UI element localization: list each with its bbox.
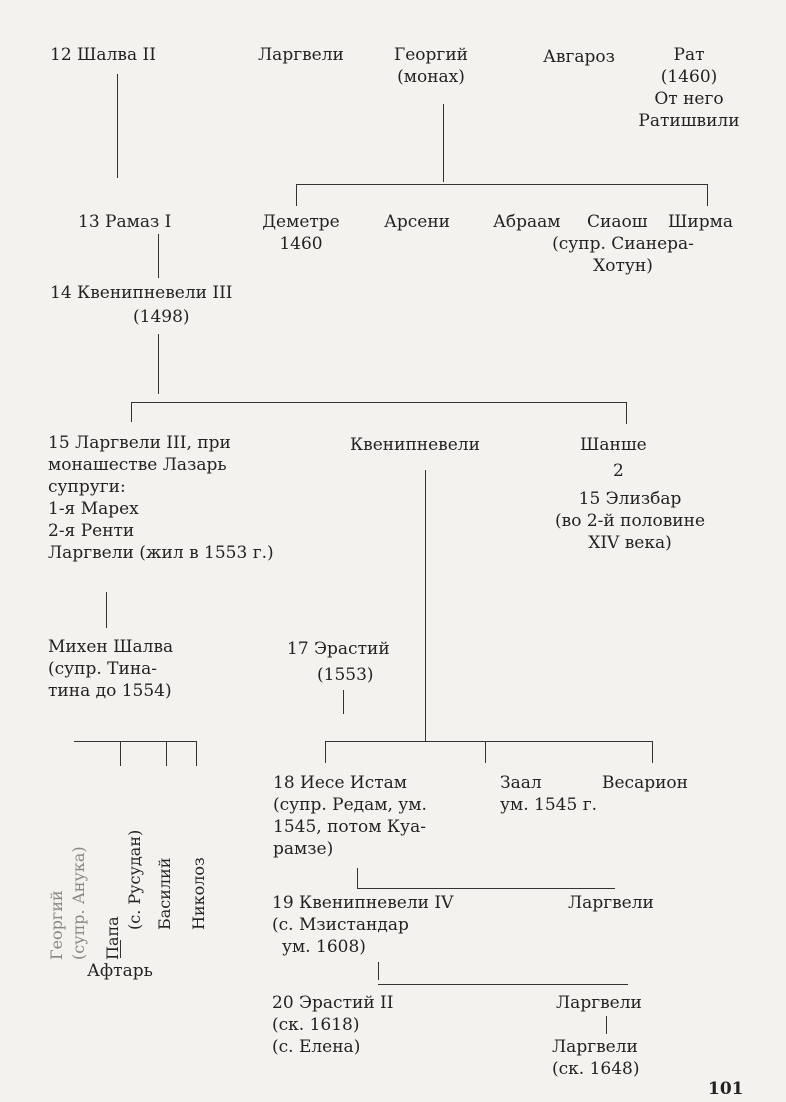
person-demetre: Деметре 1460 bbox=[262, 212, 340, 254]
kvenipneveli-iii-year: (1498) bbox=[133, 307, 190, 327]
person-mikhen-shalva: Михен Шалва (супр. Тина- тина до 1554) bbox=[48, 637, 174, 701]
line-kvenip-gen18 bbox=[425, 470, 426, 742]
person-giorgi-child: Георгий bbox=[47, 890, 66, 960]
person-elizbar: 15 Элизбар (во 2-й половине XIV века) bbox=[554, 489, 706, 553]
line-iese-down bbox=[357, 868, 358, 888]
line-children-horizontal bbox=[74, 741, 196, 742]
line-kvenip-down bbox=[158, 334, 159, 394]
line-gen18-horizontal bbox=[325, 741, 653, 742]
giorgi-child-spouse: (супр. Анука) bbox=[69, 846, 88, 960]
person-rat: Рат (1460) От него Ратишвили bbox=[638, 45, 740, 131]
papa-spouse: (с. Русудан) bbox=[125, 829, 144, 930]
line-ramaz-kvenip bbox=[158, 234, 159, 278]
line-giorgi-down bbox=[443, 104, 444, 182]
line-gen15-horizontal bbox=[131, 402, 627, 403]
person-largveli-gen12: Ларгвели bbox=[258, 45, 344, 65]
person-avgaroz: Авгароз bbox=[543, 47, 615, 67]
person-kvenipneveli-gen15: Квенипневели bbox=[350, 435, 480, 455]
person-abraam: Абраам bbox=[493, 212, 561, 232]
line-to-basili bbox=[166, 741, 167, 766]
person-basili: Басилий bbox=[155, 857, 174, 930]
person-siaosh: Сиаош bbox=[587, 212, 648, 232]
line-to-nikoloz bbox=[196, 741, 197, 766]
person-aftar: Афтарь bbox=[87, 961, 153, 981]
person-kvenipneveli-iv: 19 Квенипневели IV (с. Мзистандар ум. 1608) bbox=[272, 893, 454, 957]
line-gen13-horizontal bbox=[296, 184, 708, 185]
person-erastiy: 17 Эрастий bbox=[287, 639, 390, 659]
line-to-largveli-iii bbox=[131, 402, 132, 422]
line-gen19-horizontal bbox=[357, 888, 615, 889]
person-shalva-ii: 12 Шалва II bbox=[50, 45, 156, 65]
person-kvenipneveli-iii: 14 Квенипневели III bbox=[50, 283, 233, 303]
line-kvenip4-down bbox=[378, 962, 379, 980]
person-iese-istam: 18 Иесе Истам (супр. Редам, ум. 1545, потом Куа- рамзе) bbox=[273, 773, 427, 859]
person-largveli-gen21: Ларгвели (ск. 1648) bbox=[552, 1037, 640, 1079]
person-zaal: Заал ум. 1545 г. bbox=[500, 773, 598, 815]
person-arseni: Арсени bbox=[384, 212, 450, 232]
line-gen20-horizontal bbox=[378, 984, 628, 985]
line-largveli-down bbox=[606, 1016, 607, 1034]
line-erastiy-down bbox=[343, 690, 344, 714]
person-erastiy-ii: 20 Эрастий II (ск. 1618) (с. Елена) bbox=[272, 993, 394, 1057]
person-ramaz-i: 13 Рамаз I bbox=[78, 212, 172, 232]
line-papa-aftar bbox=[120, 940, 121, 958]
person-shanshe: Шанше bbox=[580, 435, 647, 455]
line-to-demetre bbox=[296, 184, 297, 206]
person-shirma: Ширма bbox=[668, 212, 733, 232]
person-largveli-iii: 15 Ларгвели III, при монашестве Лазарь супруги: 1-я Марех 2-я Ренти Ларгвели (жил в 1553 г.) bbox=[48, 433, 274, 563]
siaosh-spouse: (супр. Сианера- Хотун) bbox=[552, 234, 694, 276]
person-giorgi-monk: Георгий (монах) bbox=[393, 45, 468, 87]
erastiy-year: (1553) bbox=[317, 665, 374, 685]
shanshe-marker: 2 bbox=[613, 461, 624, 481]
person-largveli-gen19: Ларгвели bbox=[568, 893, 654, 913]
person-papa: Папа bbox=[103, 916, 122, 960]
line-to-shirma bbox=[707, 184, 708, 206]
person-largveli-gen20: Ларгвели bbox=[556, 993, 642, 1013]
line-shalva-ramaz bbox=[117, 74, 118, 178]
line-to-zaal bbox=[485, 741, 486, 763]
line-to-papa bbox=[120, 741, 121, 766]
line-to-shanshe bbox=[626, 402, 627, 424]
line-to-iese bbox=[325, 741, 326, 763]
page-number: 101 bbox=[708, 1079, 744, 1099]
line-to-besarion bbox=[652, 741, 653, 763]
line-largveli-mikhen bbox=[106, 592, 107, 628]
person-besarion: Весарион bbox=[602, 773, 688, 793]
person-nikoloz: Николоз bbox=[189, 857, 208, 930]
